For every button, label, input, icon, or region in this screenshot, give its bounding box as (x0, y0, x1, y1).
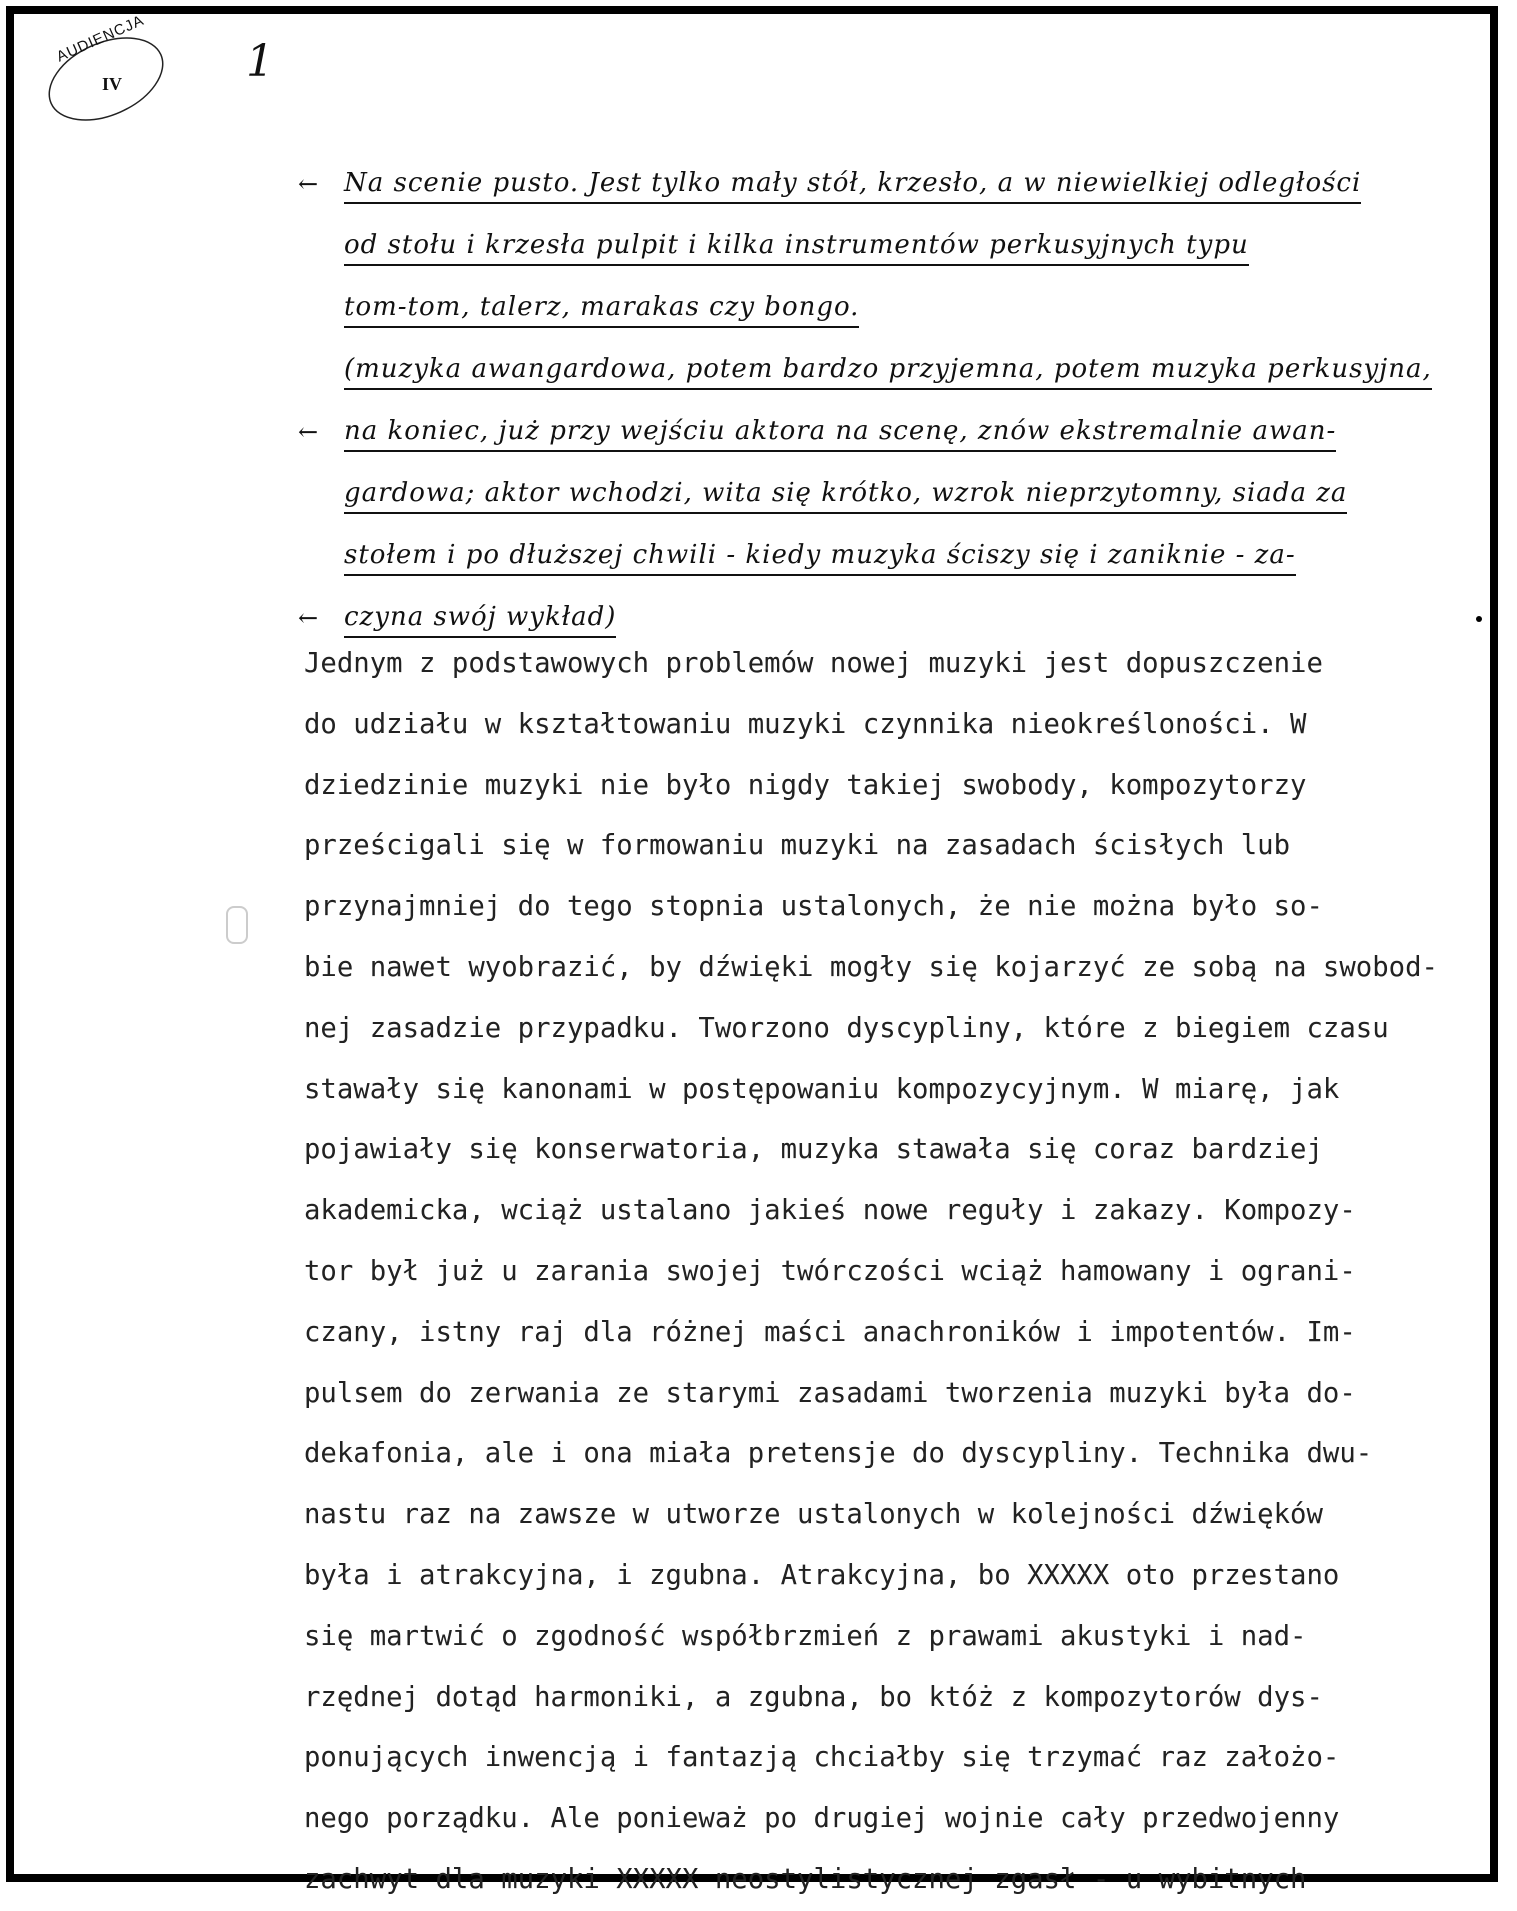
margin-arrow-icon: ← (298, 170, 320, 198)
punch-hole-mark (226, 906, 248, 944)
stage-direction-line: od stołu i krzesła pulpit i kilka instrumentów perkusyjnych typu (298, 216, 1478, 278)
stage-direction-line: gardowa; aktor wchodzi, wita się krótko, wzrok nieprzytomny, siada za (298, 464, 1478, 526)
body-line: przynajmniej do tego stopnia ustalonych, że nie można było so- (304, 891, 1323, 923)
body-line: Jednym z podstawowych problemów nowej muzyki jest dopuszczenie (304, 648, 1323, 679)
stage-direction-line: ← czyna swój wykład) (298, 588, 1478, 650)
body-line: prześcigali się w formowaniu muzyki na zasadach ścisłych lub (304, 830, 1291, 862)
body-line: czany, istny raj dla różnej maści anachroników i impotentów. Im- (304, 1316, 1356, 1348)
body-line: się martwić o zgodność współbrzmień z prawami akustyki i nad- (304, 1620, 1307, 1652)
stamp-number: IV (102, 74, 123, 94)
stage-direction-line: (muzyka awangardowa, potem bardzo przyjemna, potem muzyka perkusyjna, (298, 340, 1478, 402)
typed-body (304, 634, 1464, 1911)
stage-direction (298, 154, 1478, 650)
body-line: bie nawet wyobrazić, by dźwięki mogły się kojarzyć ze sobą na swobod- (304, 951, 1438, 983)
body-line: dziedzinie muzyki nie było nigdy takiej swobody, kompozytorzy (304, 769, 1307, 801)
body-line: zachwyt dla muzyki XXXXX neostylistycznej zgasł - u wybitnych (304, 1863, 1307, 1895)
stamp-label: AUDIENCJA (54, 11, 147, 66)
stage-direction-line: stołem i po dłuższej chwili - kiedy muzyka ściszy się i zaniknie - za- (298, 526, 1478, 588)
document-page (6, 6, 1498, 1895)
body-line: była i atrakcyjna, i zgubna. Atrakcyjna, bo XXXXX oto przestano (304, 1559, 1340, 1591)
body-line: pojawiały się konserwatoria, muzyka stawała się coraz bardziej (304, 1134, 1323, 1166)
body-line: ponujących inwencją i fantazją chciałby się trzymać raz założo- (304, 1742, 1340, 1774)
margin-arrow-icon: ← (298, 604, 320, 632)
stage-direction-line: ← Na scenie pusto. Jest tylko mały stół, krzesło, a w niewielkiej odległości (298, 154, 1478, 216)
body-line: nastu raz na zawsze w utworze ustalonych w kolejności dźwięków (304, 1499, 1323, 1531)
body-line: stawały się kanonami w postępowaniu kompozycyjnym. W miarę, jak (304, 1073, 1340, 1105)
body-line: tor był już u zarania swojej twórczości wciąż hamowany i ograni- (304, 1255, 1356, 1287)
body-line: nej zasadzie przypadku. Tworzono dyscypliny, które z biegiem czasu (304, 1012, 1389, 1044)
audience-stamp (44, 11, 174, 134)
ink-dot (1476, 616, 1482, 622)
body-line: akademicka, wciąż ustalano jakieś nowe reguły i zakazy. Kompozy- (304, 1195, 1356, 1227)
stage-direction-line: ← na koniec, już przy wejściu aktora na scenę, znów ekstremalnie awan- (298, 402, 1478, 464)
margin-arrow-icon: ← (298, 418, 320, 446)
stage-direction-line: tom-tom, talerz, marakas czy bongo. (298, 278, 1478, 340)
body-line: do udziału w kształtowaniu muzyki czynnika nieokreśloności. W (304, 708, 1307, 740)
body-line: rzędnej dotąd harmoniki, a zgubna, bo któż z kompozytorów dys- (304, 1681, 1323, 1713)
page-number: 1 (246, 36, 274, 87)
body-line: dekafonia, ale i ona miała pretensje do dyscypliny. Technika dwu- (304, 1438, 1373, 1470)
body-line: pulsem do zerwania ze starymi zasadami tworzenia muzyki była do- (304, 1377, 1356, 1409)
body-line: nego porządku. Ale ponieważ po drugiej wojnie cały przedwojenny (304, 1803, 1340, 1835)
